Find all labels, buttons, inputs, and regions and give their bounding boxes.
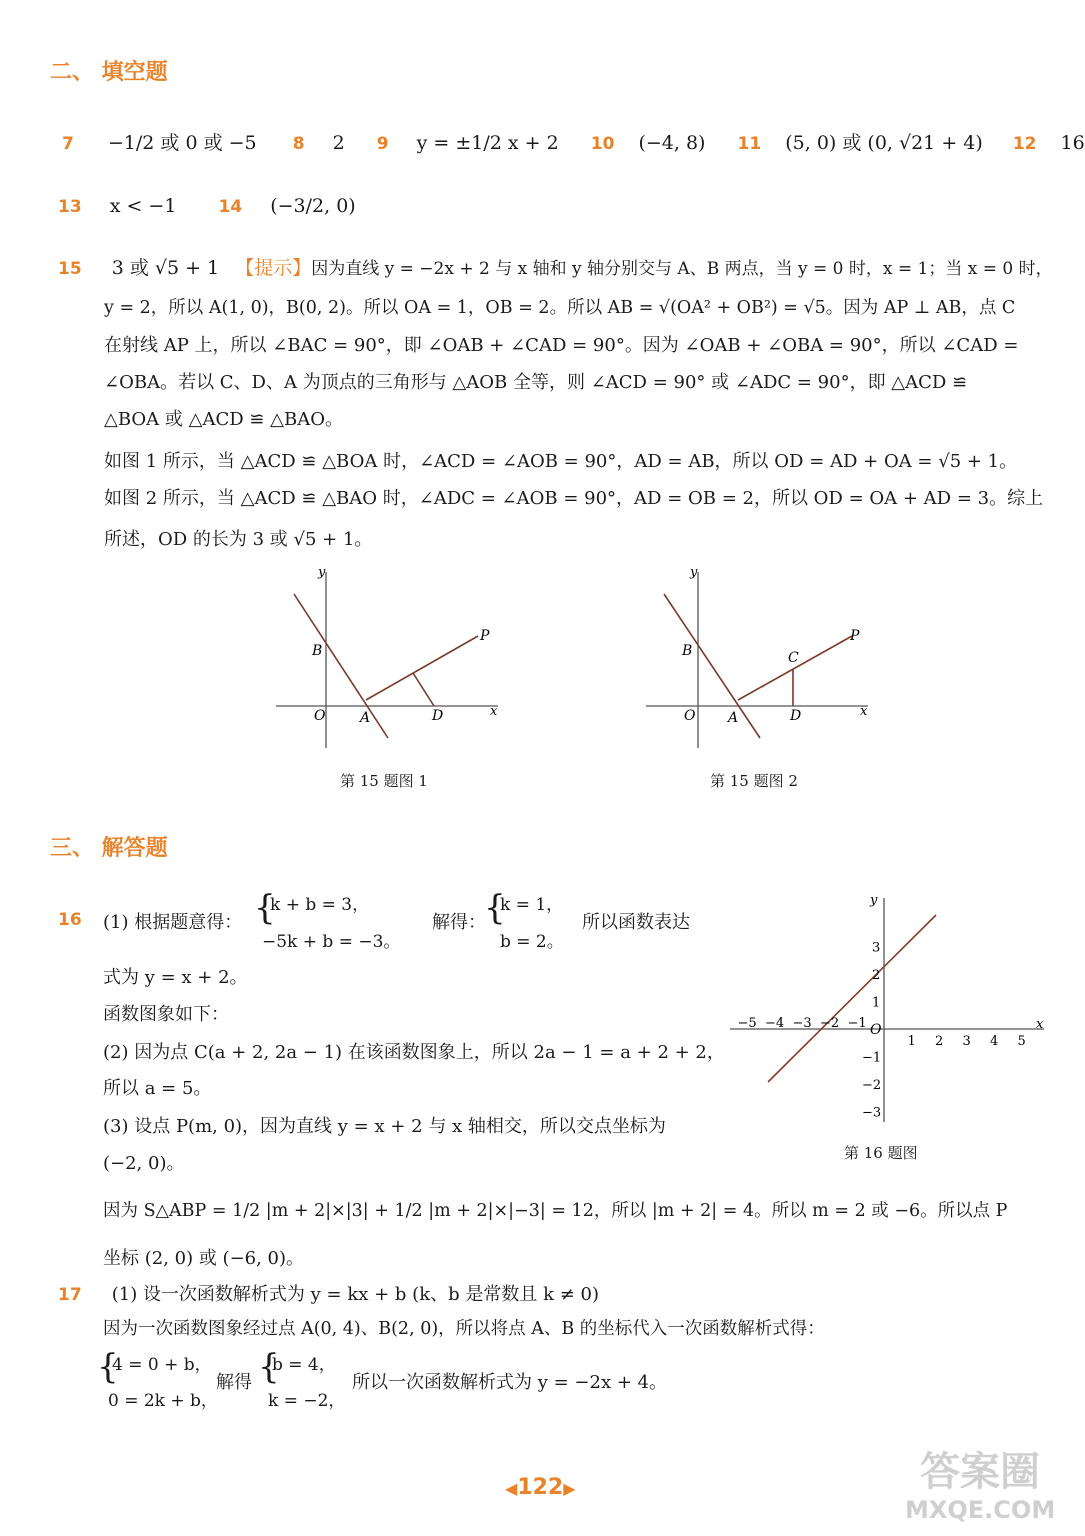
question-number: 12	[1012, 134, 1037, 154]
line-ab	[294, 594, 388, 738]
x-tick-label: −5	[737, 1016, 757, 1031]
question-number: 14	[218, 197, 243, 217]
label-d: D	[790, 708, 802, 724]
label-a: A	[360, 710, 371, 726]
figure-caption: 第 15 题图 1	[340, 772, 428, 790]
system-eq-1: k + b = 3，	[270, 895, 370, 915]
solution-line: 因为一次函数图象经过点 A(0, 4)、B(2, 0)，所以将点 A、B 的坐标代入一次函数解析式得：	[103, 1319, 825, 1339]
solution-eq-2: k = −2，	[268, 1391, 346, 1411]
solution-line: (3) 设点 P(m, 0)，因为直线 y = x + 2 与 x 轴相交，所以交点坐标为	[103, 1116, 666, 1137]
right-arrow-icon: ▶	[563, 1479, 576, 1498]
answer-text: (5, 0) 或 (0, √21 + 4)	[785, 132, 983, 154]
answer-text: x < −1	[109, 195, 177, 217]
label-y: y	[318, 565, 326, 580]
answer-text: y = ±1/2 x + 2	[416, 132, 559, 154]
question-number: 16	[58, 910, 82, 930]
brace: {	[97, 1347, 119, 1387]
question-number: 11	[737, 134, 762, 154]
solution-line: 如图 2 所示，当 △ACD ≌ △BAO 时，∠ADC = ∠AOB = 90°，AD = OB = 2，所以 OD = OA + AD = 3。综上	[104, 488, 1044, 509]
solution-line: (2) 因为点 C(a + 2, 2a − 1) 在该函数图象上，所以 2a − 1 = a + 2 + 2，	[103, 1042, 725, 1063]
label-x: x	[1036, 1017, 1044, 1032]
solution-line: (1) 根据题意得：	[103, 912, 243, 933]
solution-eq-1: b = 4，	[272, 1355, 336, 1375]
x-tick-label: 4	[990, 1034, 999, 1049]
solution-line: 所以函数表达	[582, 912, 690, 933]
y-tick-label: 2	[872, 968, 881, 983]
x-tick-labels	[738, 1016, 1026, 1049]
solution-line: 函数图象如下：	[103, 1004, 229, 1025]
solution-line: y = 2，所以 A(1, 0)，B(0, 2)。所以 OA = 1，OB = 2。所以 AB = √(OA² + OB²) = √5。因为 AP ⊥ AB，点 C	[104, 298, 1016, 318]
q15-first-line	[58, 253, 1053, 280]
question-number: 9	[376, 134, 389, 154]
solution-line: (1) 设一次函数解析式为 y = kx + b (k、b 是常数且 k ≠ 0)	[111, 1284, 599, 1305]
question-number: 8	[292, 134, 305, 154]
y-tick-label: −3	[862, 1105, 882, 1121]
answer-text: 16	[1060, 132, 1085, 154]
question-number: 15	[58, 259, 82, 279]
label-y: y	[870, 893, 878, 908]
label-origin: O	[870, 1022, 882, 1038]
solution-line: 在射线 AP 上，所以 ∠BAC = 90°，即 ∠OAB + ∠CAD = 90°。因为 ∠OAB + ∠OBA = 90°，所以 ∠CAD =	[104, 335, 1019, 356]
label-p: P	[850, 628, 860, 644]
watermark-url: MXQE.COM	[905, 1496, 1056, 1524]
label-d: D	[432, 708, 444, 724]
x-tick-label: −4	[765, 1016, 785, 1031]
label-x: x	[490, 704, 498, 719]
x-tick-label: 2	[935, 1034, 944, 1049]
y-tick-label: 1	[872, 995, 881, 1011]
solution-line: 因为 S△ABP = 1/2 |m + 2|×|3| + 1/2 |m + 2|×|−3| = 12，所以 |m + 2| = 4。所以 m = 2 或 −6。所以点 P	[103, 1201, 1008, 1221]
ray-ap	[738, 636, 852, 700]
label-x: x	[860, 704, 868, 719]
y-tick-label: −2	[862, 1078, 882, 1093]
x-tick-label: −2	[820, 1016, 840, 1031]
answer-text: (−3/2, 0)	[270, 195, 356, 217]
question-number: 13	[58, 197, 82, 217]
answer-text: 2	[332, 132, 345, 154]
label-o: O	[314, 708, 326, 724]
left-arrow-icon: ◀	[505, 1479, 518, 1498]
answer-row-7-12	[62, 128, 1085, 155]
solve-word: 解得	[216, 1372, 252, 1393]
q16-function-graph	[728, 890, 1048, 1130]
q15-figure-1	[268, 560, 508, 755]
label-o: O	[684, 708, 696, 724]
ray-ap	[366, 636, 478, 700]
x-tick-label: 5	[1017, 1034, 1026, 1049]
question-number: 7	[62, 134, 74, 154]
system-eq-2: −5k + b = −3。	[262, 932, 401, 952]
system-eq-2: 0 = 2k + b，	[108, 1391, 218, 1411]
y-tick-label: −1	[862, 1050, 882, 1066]
answer-text: −1/2 或 0 或 −5	[107, 132, 257, 154]
brace: {	[254, 888, 276, 928]
label-b: B	[312, 643, 323, 659]
figure-caption: 第 16 题图	[844, 1144, 918, 1162]
y-tick-label: 3	[872, 940, 881, 956]
solution-line: 因为直线 y = −2x + 2 与 x 轴和 y 轴分别交与 A、B 两点，当 y = 0 时，x = 1；当 x = 0 时，	[311, 259, 1053, 279]
x-tick-label: −1	[847, 1016, 867, 1031]
solution-eq-1: k = 1，	[500, 895, 564, 915]
solve-word: 解得：	[432, 912, 486, 933]
brace: {	[258, 1347, 280, 1387]
system-eq-1: 4 = 0 + b，	[112, 1355, 212, 1375]
label-y: y	[690, 565, 698, 580]
solution-line: ∠OBA。若以 C、D、A 为顶点的三角形与 △AOB 全等，则 ∠ACD = 90° 或 ∠ADC = 90°，即 △ACD ≌	[104, 372, 968, 393]
question-number: 10	[590, 134, 615, 154]
answer-row-13-14	[58, 195, 356, 217]
solution-line: 所以一次函数解析式为 y = −2x + 4。	[352, 1372, 668, 1393]
answer-text: 3 或 √5 + 1	[111, 257, 220, 279]
line-ab	[664, 594, 760, 738]
segment-cd	[413, 673, 434, 706]
question-number: 17	[58, 1285, 82, 1305]
label-c: C	[788, 650, 799, 666]
section-title-fill-blank: 二、 填空题	[50, 60, 168, 85]
watermark-logo: 答案圈	[920, 1449, 1040, 1495]
hint-label: 【提示】	[235, 257, 312, 279]
x-tick-label: 1	[907, 1034, 916, 1049]
solution-eq-2: b = 2。	[500, 932, 564, 952]
label-b: B	[682, 643, 693, 659]
q16-number	[58, 908, 82, 930]
x-tick-label: 3	[962, 1034, 971, 1049]
label-p: P	[480, 628, 490, 644]
line-y-x-plus-2	[768, 915, 936, 1082]
x-tick-label: −3	[792, 1016, 812, 1031]
solution-line: 如图 1 所示，当 △ACD ≌ △BOA 时，∠ACD = ∠AOB = 90°，AD = AB，所以 OD = AD + OA = √5 + 1。	[104, 451, 1018, 472]
section-title-solution: 三、 解答题	[50, 836, 168, 861]
solution-line: 所以 a = 5。	[103, 1078, 212, 1099]
q17-first-line	[58, 1280, 599, 1306]
solution-line: (−2, 0)。	[103, 1153, 185, 1174]
brace: {	[484, 888, 506, 928]
solution-line: 所述，OD 的长为 3 或 √5 + 1。	[104, 529, 373, 550]
solution-line: 式为 y = x + 2。	[103, 967, 248, 988]
figure-caption: 第 15 题图 2	[710, 772, 798, 790]
solution-line: 坐标 (2, 0) 或 (−6, 0)。	[103, 1248, 305, 1269]
q15-figure-2	[638, 560, 878, 755]
label-a: A	[728, 710, 739, 726]
solution-line: △BOA 或 △ACD ≌ △BAO。	[104, 409, 344, 430]
answer-text: (−4, 8)	[638, 132, 706, 154]
page-number-text: 122	[517, 1475, 564, 1500]
page-number	[505, 1475, 576, 1500]
